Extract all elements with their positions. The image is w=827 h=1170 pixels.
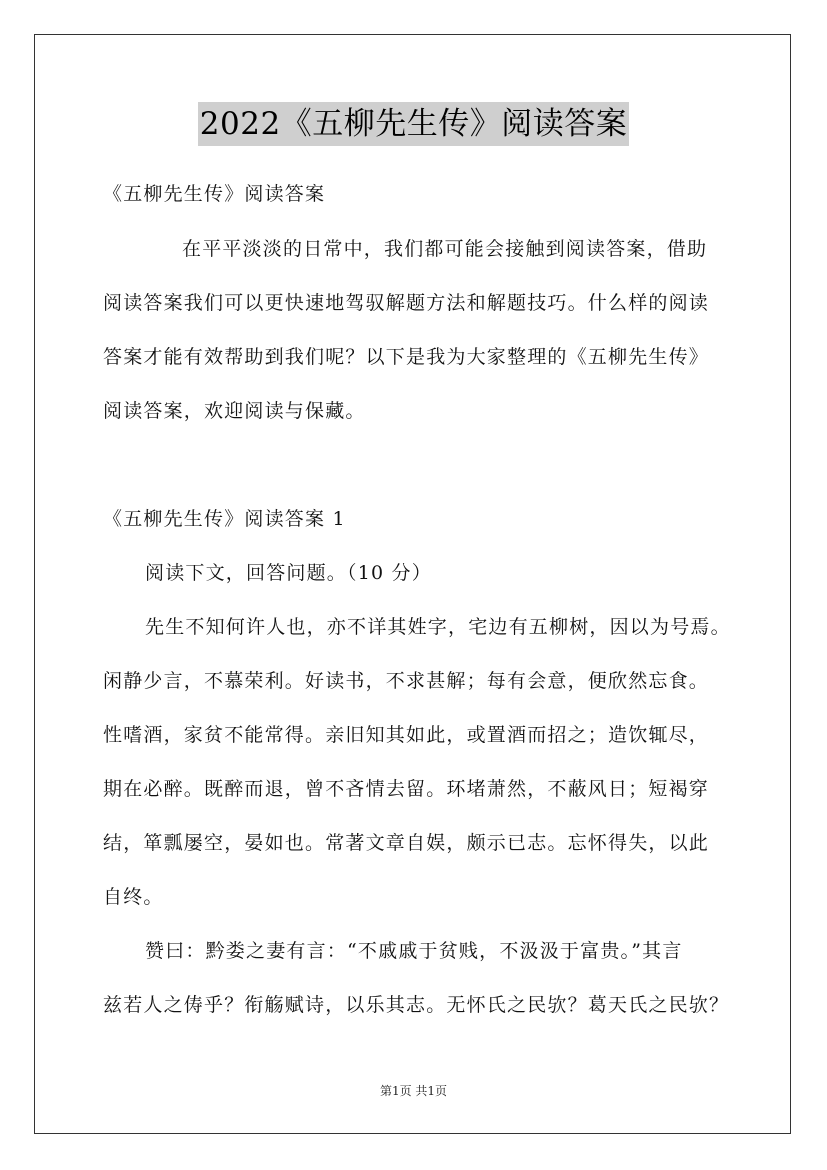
passage-line: 闲静少言，不慕荣利。好读书，不求甚解；每有会意，便欣然忘食。: [103, 670, 710, 692]
document-title-wrapper: [0, 102, 827, 146]
comment-line: 兹若人之俦乎？衔觞赋诗，以乐其志。无怀氏之民欤？葛天氏之民欤？: [103, 994, 730, 1016]
passage-line: 自终。: [103, 886, 164, 908]
intro-line: 阅读答案我们可以更快速地驾驭解题方法和解题技巧。什么样的阅读: [103, 292, 710, 314]
comment-line: 赞曰：黔娄之妻有言：“不戚戚于贫贱，不汲汲于富贵。”其言: [145, 940, 683, 962]
passage-line: 结，箪瓢屡空，晏如也。常著文章自娱，颇示已志。忘怀得失，以此: [103, 832, 710, 854]
instruction: 阅读下文，回答问题。（10 分）: [145, 562, 432, 584]
passage-line: 期在必醉。既醉而退，曾不吝情去留。环堵萧然，不蔽风日；短褐穿: [103, 778, 710, 800]
page-footer: 第1页 共1页: [379, 1084, 448, 1098]
intro-line: 在平平淡淡的日常中，我们都可能会接触到阅读答案，借助: [182, 238, 708, 260]
subtitle: 《五柳先生传》阅读答案: [103, 183, 326, 205]
intro-line: 阅读答案，欢迎阅读与保藏。: [103, 400, 366, 422]
intro-line: 答案才能有效帮助到我们呢？以下是我为大家整理的《五柳先生传》: [103, 346, 710, 368]
document-title: 2022《五柳先生传》阅读答案: [198, 102, 629, 146]
passage-line: 先生不知何许人也，亦不详其姓字，宅边有五柳树，因以为号焉。: [145, 616, 731, 638]
section-heading: 《五柳先生传》阅读答案 1: [103, 508, 346, 530]
passage-line: 性嗜酒，家贫不能常得。亲旧知其如此，或置酒而招之；造饮辄尽，: [103, 724, 710, 746]
